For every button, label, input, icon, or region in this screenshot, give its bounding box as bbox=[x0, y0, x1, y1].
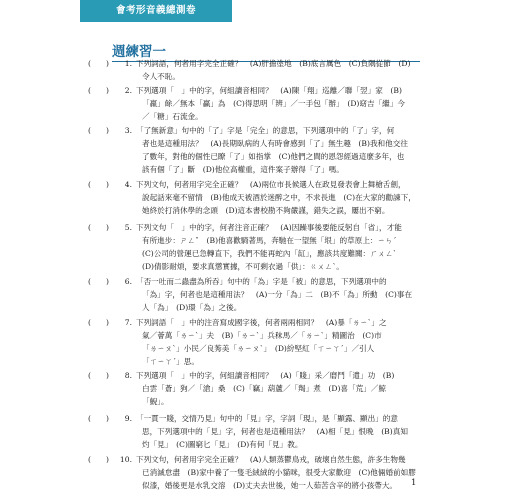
question-number: 6. bbox=[124, 277, 132, 286]
question-text-line: 有所進步：ㄕㄥˇ (B)他喜歡騎著馬，奔馳在一望無「垠」的草原上：ㄧㄣˊ bbox=[142, 236, 397, 245]
question-text-line: 「鯢」。 bbox=[142, 397, 169, 406]
section-title: 週練習一 bbox=[112, 40, 420, 62]
answer-paren-open: ( bbox=[88, 59, 91, 68]
question-number: 8. bbox=[124, 371, 132, 380]
answer-paren-open: ( bbox=[88, 455, 91, 464]
answer-paren-open: ( bbox=[88, 318, 91, 327]
question-text-line: 下列詞語，何者用字完全正確？ (A)肝擔塗地 (B)底言厲色 (C)負隅從節 (D) bbox=[136, 59, 411, 68]
question-text bbox=[136, 316, 428, 368]
question-text-line: 灼「見」 (C)圖窮匕「見」 (D)有何「見」教。 bbox=[142, 440, 303, 449]
question-text bbox=[136, 369, 428, 408]
answer-paren-open: ( bbox=[88, 86, 91, 95]
question-text-line: 「ㄒㄧㄚˊ」思。 bbox=[142, 357, 199, 366]
question-text-line: 了數年，對他的個性已瞭「了」如指掌 (C)他們之間的恩怨經過這麼多年，也 bbox=[142, 152, 405, 161]
answer-paren-open: ( bbox=[88, 414, 91, 423]
question-number: 4. bbox=[124, 180, 132, 189]
question-text-line: (C)公司的營運已急轉直下，我們不能再蛇內「缸」，應該共度難關：ㄏㄨㄥˋ bbox=[142, 249, 397, 258]
answer-paren-close: ) bbox=[106, 180, 109, 189]
answer-paren-open: ( bbox=[88, 371, 91, 380]
page-number: 1 bbox=[411, 478, 417, 488]
question-text-line: 「ㄌㄧㄡˋ」小民／良莠美「ㄌㄧㄡˋ」 (D)紛堅紅「ㄒㄧㄚˊ」／引人 bbox=[142, 344, 375, 353]
question-text-line: 者也是這種用法？ (A)長期臥病的人有時會感到「了」無生趣 (B)我和他交往 bbox=[142, 139, 408, 148]
question-number: 9. bbox=[124, 414, 132, 423]
question-text-line: 該有個「了」斷 (D)他位高權重，這件案子辦得「了」嗎。 bbox=[142, 165, 344, 174]
question-text-line: 人「為」 (D)環「為」之後。 bbox=[142, 303, 242, 312]
question-text-line: 下列文句「 」中的字，何者注音正確？ (A)因躁事後要能反躬自「省」，才能 bbox=[136, 223, 402, 232]
question-text-line: 她終於打消休學的念頭 (D)這本書校勘不夠嚴謹，錯失之誤，屢出不窮。 bbox=[142, 206, 390, 215]
answer-paren-close: ) bbox=[106, 371, 109, 380]
question-text bbox=[136, 178, 428, 217]
question-number: 1. bbox=[124, 59, 132, 68]
answer-paren-close: ) bbox=[106, 223, 109, 232]
question-text-line: 思，下列選項中的「見」字，何者也是這種用法？ (A)相「見」恨晚 (B)真知 bbox=[142, 427, 408, 436]
header-tab: 會考形音義總測卷 bbox=[80, 0, 232, 22]
answer-paren-open: ( bbox=[88, 223, 91, 232]
question-text-line: 「為」字，何者也是這種用法？ (A)一分「為」二 (B)不「為」所動 (C)事在 bbox=[142, 290, 413, 299]
question-text-line: 「羸」餘／無本「贏」為 (C)得思明「辨」／一手包「辦」 (D)窈吉「繼」今 bbox=[142, 99, 405, 108]
question-text-line: 下列詞語「 」中的注音寫成國字後，何者兩兩相同？ (A)暴「ㄌㄧˋ」之 bbox=[136, 318, 387, 327]
question-text-line: 下列文句，何者用字完全正確？ (A)人類蒸鬱鳥戎，破壞自然生態，許多生物幾 bbox=[136, 455, 406, 464]
question-text-line: 「一貫一賤，交情乃見」句中的「見」字，字詞「現」，是「顯露、顯出」的意 bbox=[136, 414, 398, 423]
question-text-line: 「了無新意」句中的「了」字是「完全」的意思，下列選項中的「了」字，何 bbox=[136, 126, 395, 135]
question-text bbox=[136, 57, 428, 83]
question-number: 7. bbox=[124, 318, 132, 327]
answer-paren-close: ) bbox=[106, 59, 109, 68]
question-number: 10. bbox=[119, 455, 132, 464]
answer-paren-close: ) bbox=[106, 86, 109, 95]
answer-paren-close: ) bbox=[106, 277, 109, 286]
answer-paren-close: ) bbox=[106, 318, 109, 327]
question-number: 5. bbox=[124, 223, 132, 232]
answer-paren-open: ( bbox=[88, 277, 91, 286]
question-text-line: 「否一吐而二蟲盡為所吞」句中的「為」字是「被」的意思，下列選項中的 bbox=[136, 277, 387, 286]
question-text bbox=[136, 412, 428, 451]
question-text-line: 已消滅怠盡 (B)家中養了一隻毛絨絨的小貓咪，很受大家歡迎 (C)他倆婚前如膠 bbox=[142, 468, 416, 477]
question-text-line: (D)倩影耐煩，要求真懲實據，不可剩衣過「供」：ㄍㄨㄥˋ。 bbox=[142, 262, 344, 271]
question-text bbox=[136, 221, 428, 273]
question-text bbox=[136, 124, 428, 176]
question-number: 3. bbox=[124, 126, 132, 135]
question-text bbox=[136, 275, 428, 314]
question-text bbox=[136, 84, 428, 123]
question-text-line: 下列文句，何者用字完全正確？ (A)兩位市長候選人在政見發表會上舞槍舌劍， bbox=[136, 180, 406, 189]
question-text-line: 令人不恥。 bbox=[142, 72, 180, 81]
answer-paren-close: ) bbox=[106, 414, 109, 423]
answer-paren-open: ( bbox=[88, 126, 91, 135]
question-text-line: 說起話來毫不留情 (B)他成天被酒於迷醉之中，不求長進 (C)在大家的勸諫下， bbox=[142, 193, 416, 202]
answer-paren-close: ) bbox=[106, 126, 109, 135]
question-text bbox=[136, 453, 428, 492]
question-text-line: 白雲「蒼」狗／「滄」桑 (C)「竊」葫蘆／「羯」煮 (D)喜「荒」／鯨 bbox=[142, 384, 386, 393]
answer-paren-close: ) bbox=[106, 455, 109, 464]
question-number: 2. bbox=[124, 86, 132, 95]
question-text-line: 下列選項「 」中的字，何組讀音相同？ (A)陳「翔」巡離／聯「翌」家 (B) bbox=[136, 86, 402, 95]
question-text-line: 氣／薈萬「ㄌㄧˋ」夫 (B)「ㄌㄧˋ」兵秣馬／「ㄌㄧˋ」精圖治 (C)市 bbox=[142, 331, 382, 340]
answer-paren-open: ( bbox=[88, 180, 91, 189]
question-text-line: 似漆，婚後更是水乳交溶 (D)丈夫去世後，她一人茹苦含辛的將小孩帶大。 bbox=[142, 481, 398, 490]
question-text-line: ／「糖」石流金。 bbox=[142, 112, 203, 121]
question-text-line: 下列選項「 」中的字，何組讀音相同？ (A)「賤」采／磨鬥「遣」功 (B) bbox=[136, 371, 395, 380]
